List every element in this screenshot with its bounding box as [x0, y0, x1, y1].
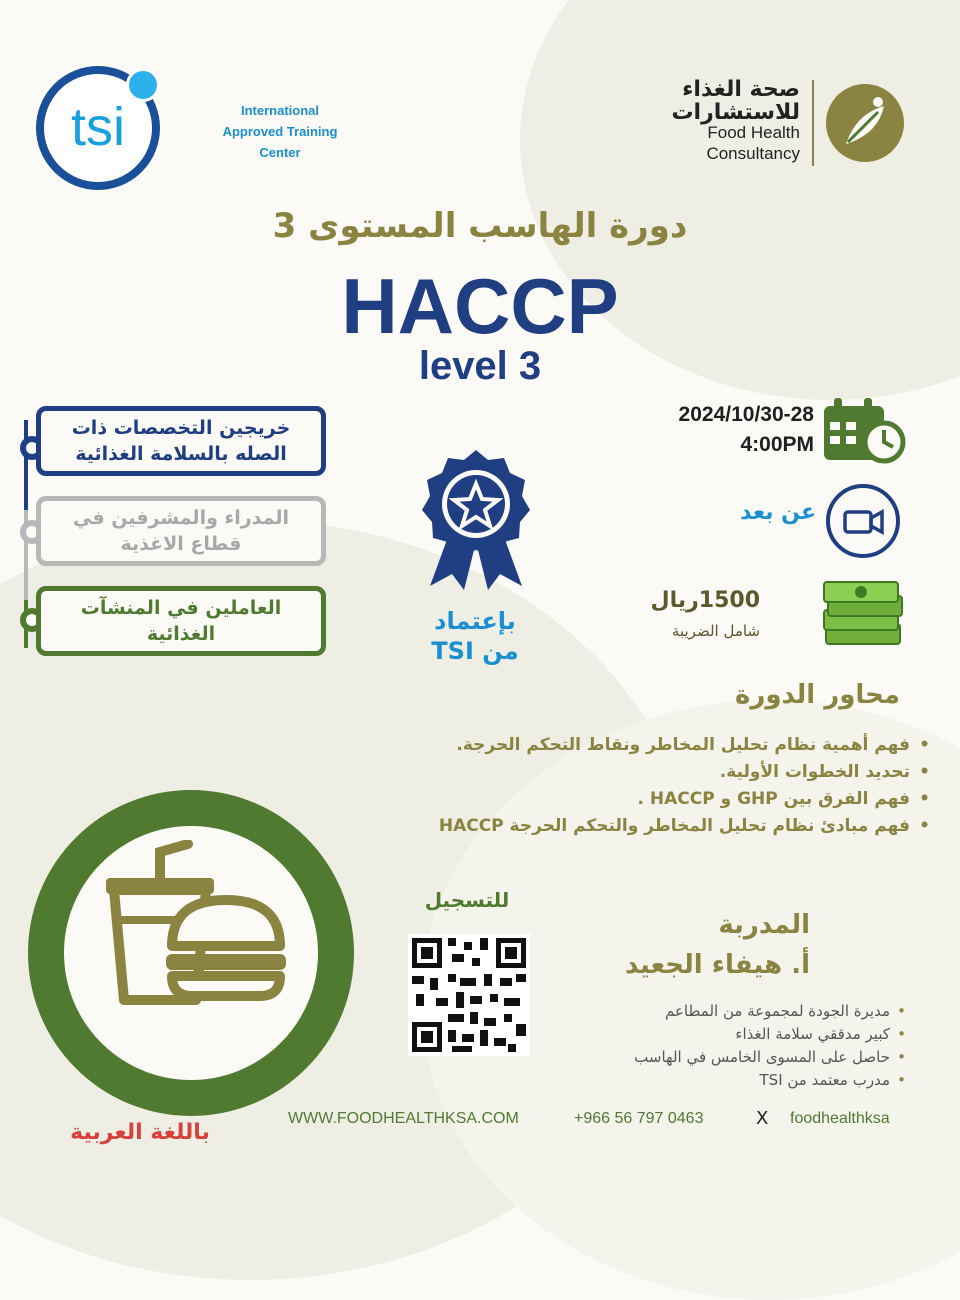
calendar-clock-icon [822, 396, 906, 464]
tsi-tagline: International Approved Training Center [222, 103, 338, 160]
list-item: • فهم مبادئ نظام تحليل المخاطر والتحكم الحرجة HACCP [340, 813, 910, 840]
money-stack-icon [820, 580, 904, 650]
wheat-leaf-logo-icon [826, 84, 904, 162]
list-item: • مدرب معتمد من TSI [520, 1069, 890, 1092]
tsi-logo-dot [126, 68, 160, 102]
list-item: • فهم الفرق بين GHP و HACCP . [340, 786, 910, 813]
list-item: • تحديد الخطوات الأولية. [340, 759, 910, 786]
registration-qr-code[interactable] [408, 934, 530, 1056]
accreditation-text: بإعتماد من TSI [431, 607, 519, 665]
social-handle[interactable]: foodhealthksa [790, 1110, 890, 1127]
course-level: level 3 [418, 344, 542, 388]
list-item: • فهم أهمية نظام تحليل المخاطر ونقاط التحكم الحرجة. [340, 732, 910, 759]
course-axes-title: محاور الدورة [735, 680, 900, 710]
course-price: 1500ريال [650, 588, 760, 613]
website-link[interactable]: WWW.FOODHEALTHKSA.COM [288, 1110, 519, 1127]
list-item: • مديرة الجودة لمجموعة من المطاعم [520, 1000, 890, 1023]
list-item: • حاصل على المسوى الخامس في الهاسب [520, 1046, 890, 1069]
course-title-arabic: دورة الهاسب المستوى 3 [272, 206, 688, 246]
trainer-role: المدربة [718, 910, 810, 940]
x-logo-icon[interactable]: X [756, 1108, 769, 1129]
phone-number[interactable]: +966 56 797 0463 [574, 1110, 704, 1127]
registration-label: للتسجيل [424, 888, 510, 912]
course-axes-list [340, 732, 932, 840]
drink-burger-icon [100, 840, 290, 1020]
list-item: • كبير مدققي سلامة الغذاء [520, 1023, 890, 1046]
course-name: HACCP [341, 262, 619, 350]
award-ribbon-icon [412, 446, 540, 590]
tax-note: شامل الضريبة [671, 622, 760, 640]
tsi-logo-text: tsi [71, 97, 125, 157]
course-mode: عن بعد [740, 500, 816, 525]
fhc-divider [812, 80, 814, 166]
trainer-name: أ. هيفاء الجعيد [624, 950, 810, 980]
course-language: باللغة العربية [70, 1120, 210, 1145]
audience-item: خريجين التخصصات ذات الصله بالسلامة الغذائية [36, 406, 326, 476]
video-camera-icon [826, 484, 900, 558]
audience-item: العاملين في المنشآت الغذائية [36, 586, 326, 656]
audience-item: المدراء والمشرفين في قطاع الاغذية [36, 496, 326, 566]
fhc-name-english: Food Health Consultancy [706, 123, 800, 163]
course-schedule: 2024/10/30-28 4:00PM [678, 403, 814, 456]
fhc-name-arabic: صحة الغذاء للاستشارات [671, 77, 800, 125]
trainer-credentials [520, 1000, 908, 1092]
